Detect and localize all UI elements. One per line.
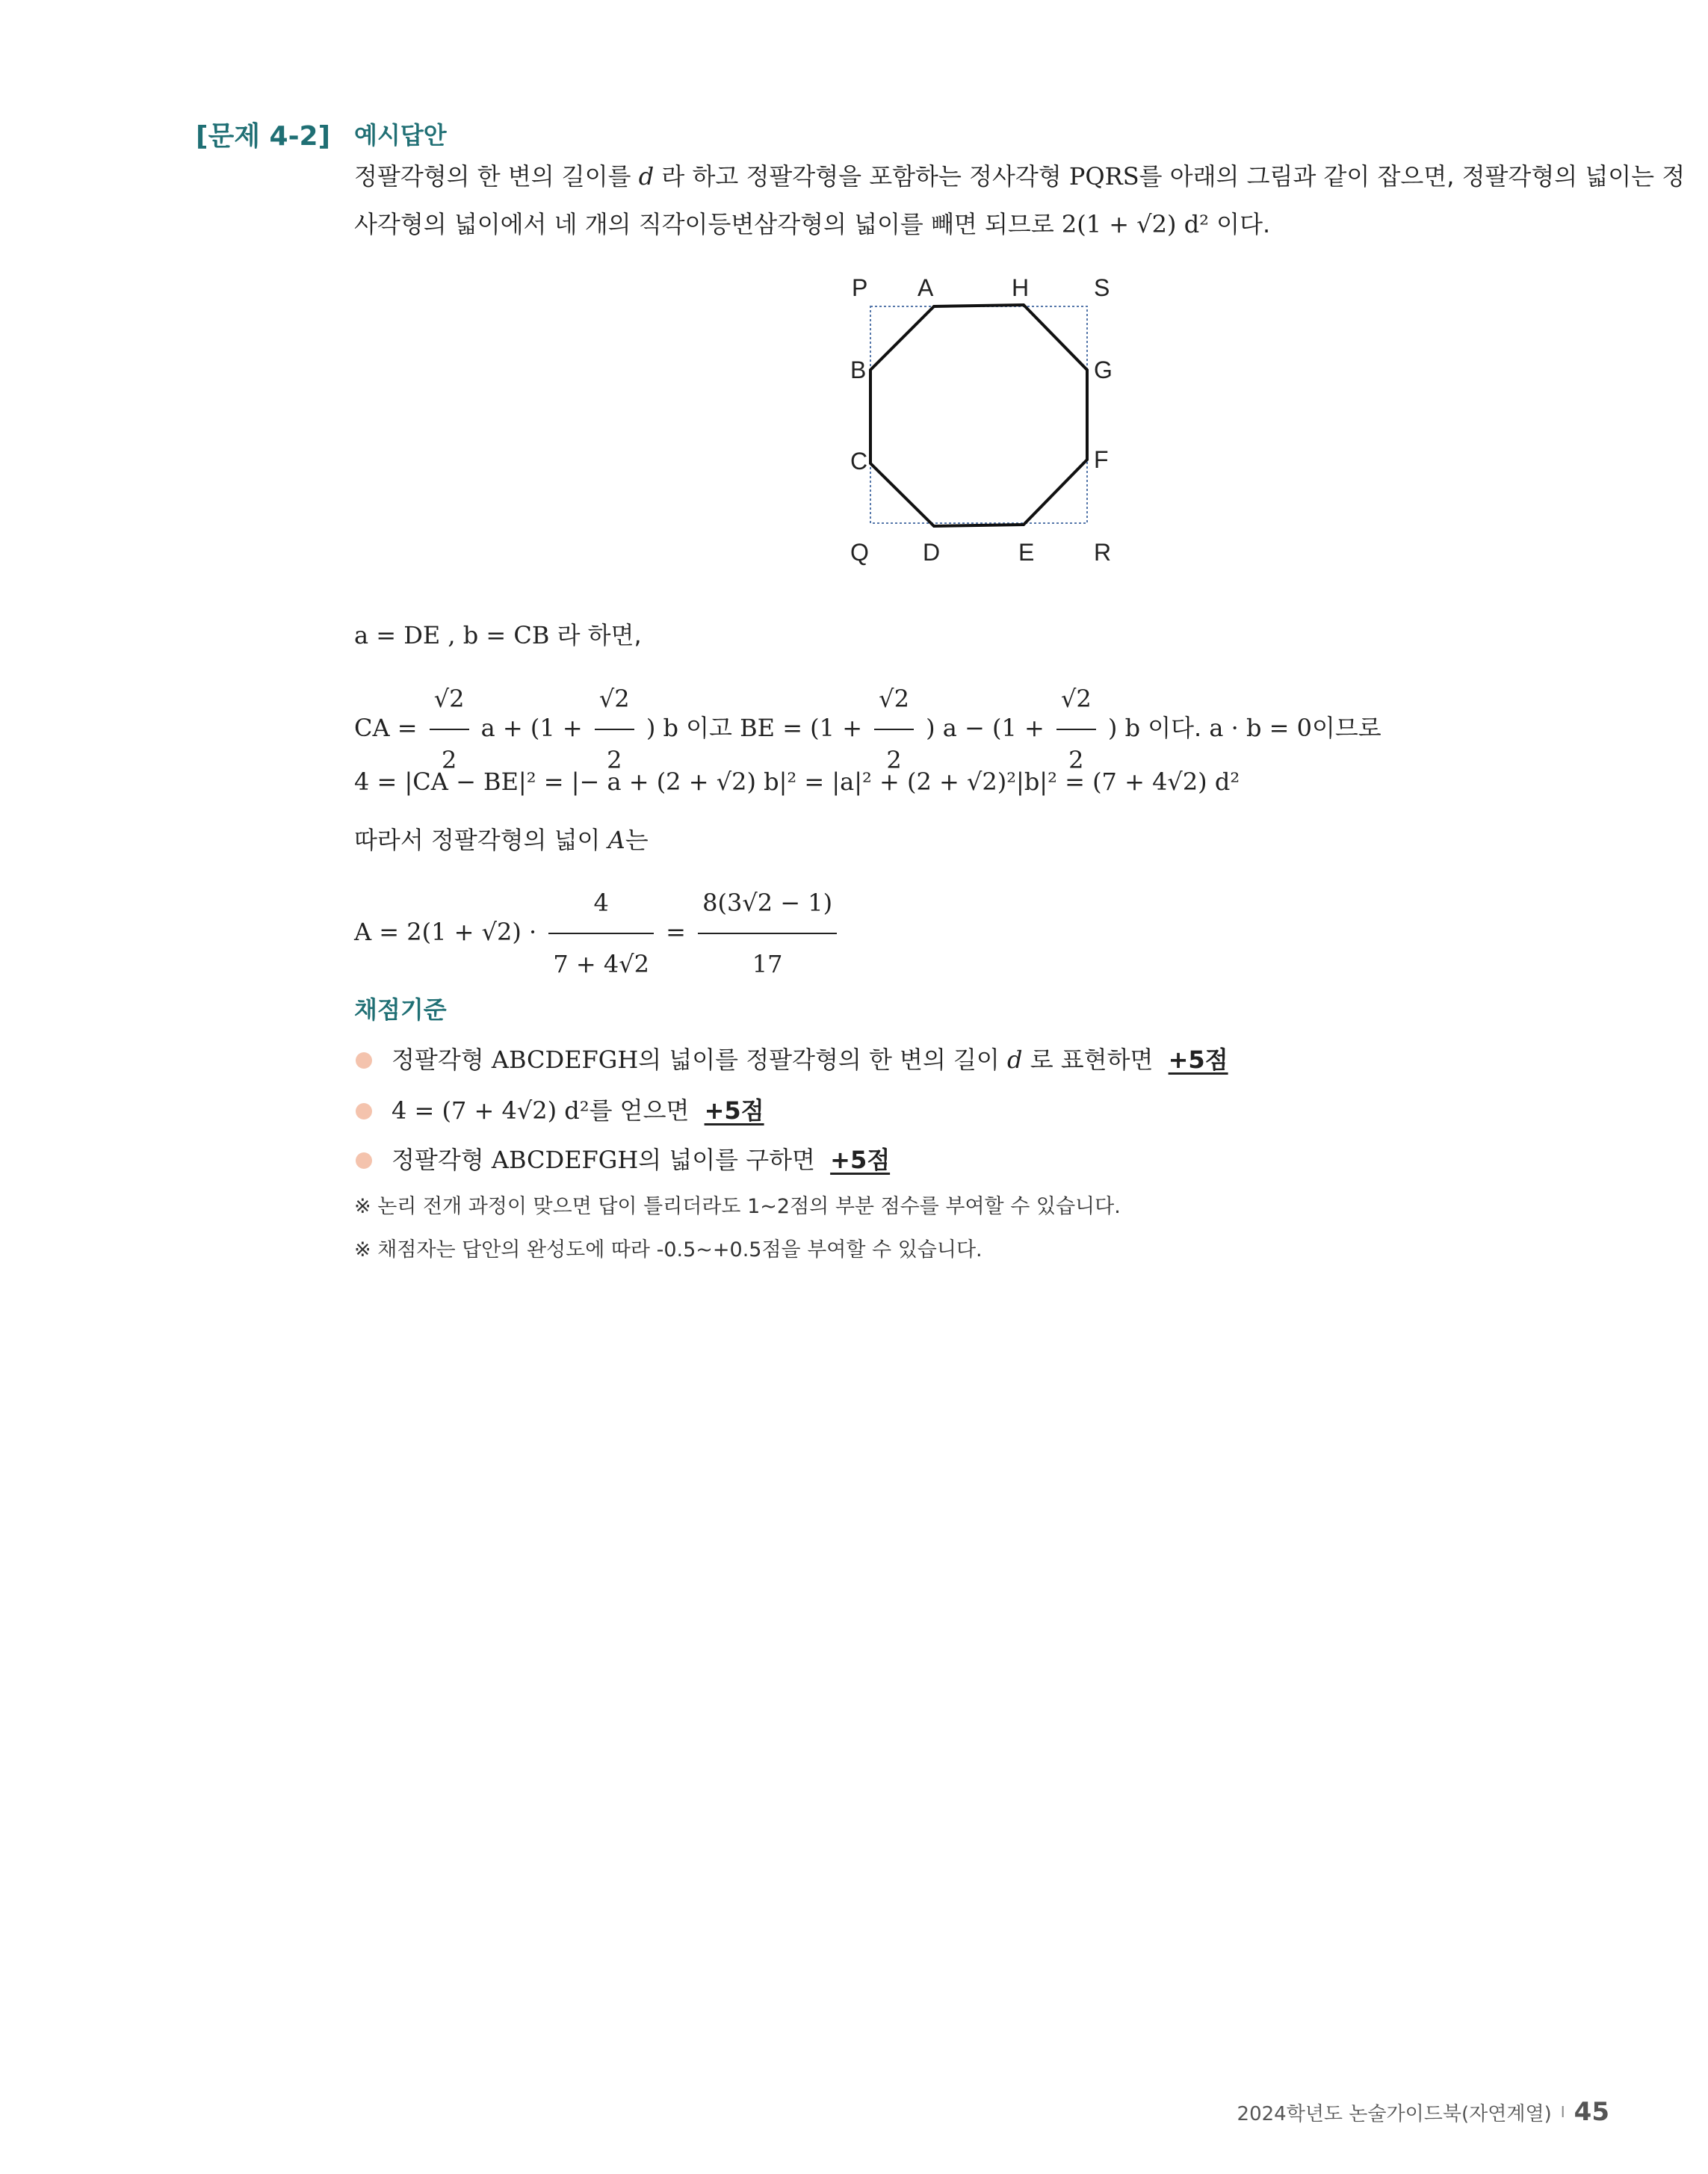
- solution-line-2: CA = $\frac{√2}{2}$ a + (1 + $\frac{√2}{2}$ ) b 이고 BE = (1 + $\frac{√2}{2}$ ) a − (1 + $\frac{√2}{2}$ ) b 이다. a · b = 0이므로: [354, 669, 1381, 790]
- note-2: ※ 채점자는 답안의 완성도에 따라 -0.5~+0.5점을 부여할 수 있습니다.: [354, 1238, 983, 1262]
- label-a: A: [918, 274, 934, 301]
- label-b: B: [850, 356, 867, 383]
- label-e: E: [1018, 539, 1035, 566]
- bullet-icon: [356, 1103, 372, 1120]
- solution-line-1: a = DE , b = CB 라 하면,: [354, 621, 642, 649]
- intro-line-2: 사각형의 넓이에서 네 개의 직각이등변삼각형의 넓이를 빼면 되므로 2(1 + √2) d² 이다.: [354, 210, 1271, 238]
- score-badge: +5점: [704, 1096, 764, 1125]
- criteria-item-3: 정팔각형 ABCDEFGH의 넓이를 구하면 +5점: [392, 1146, 891, 1174]
- solution-line-3: 4 = |CA − BE|² = |− a + (2 + √2) b|² = |a|² + (2 + √2)²|b|² = (7 + 4√2) d²: [354, 768, 1240, 796]
- page-footer: [1237, 2097, 1609, 2127]
- criteria-item-1: 정팔각형 ABCDEFGH의 넓이를 정팔각형의 한 변의 길이 d 로 표현하면 +5점: [392, 1046, 1228, 1074]
- fraction-area-2: $\frac{8(3√2 - 1)}{17}$: [698, 873, 837, 994]
- intro-line-1: 정팔각형의 한 변의 길이를 d 라 하고 정팔각형을 포함하는 정사각형 PQRS를 아래의 그림과 같이 잡으면, 정팔각형의 넓이는 정: [354, 162, 1686, 191]
- octagon-shape: [870, 305, 1087, 526]
- bullet-icon: [356, 1152, 372, 1169]
- footer-text: 2024학년도 논술가이드북(자연계열): [1237, 2102, 1552, 2125]
- fraction-sqrt2-over-2: $\frac{√2}{2}$: [1056, 669, 1096, 790]
- footer-separator: I: [1560, 2103, 1565, 2121]
- fraction-sqrt2-over-2: $\frac{√2}{2}$: [595, 669, 634, 790]
- label-g: G: [1094, 356, 1113, 383]
- bullet-icon: [356, 1052, 372, 1069]
- problem-label: [문제 4-2]: [196, 121, 331, 152]
- label-p: P: [852, 274, 868, 301]
- fraction-sqrt2-over-2: $\frac{√2}{2}$: [874, 669, 914, 790]
- section-title: 예시답안: [354, 121, 447, 149]
- octagon-figure: [829, 269, 1158, 583]
- fraction-area-1: $\frac{4}{7 + 4√2}$: [548, 873, 654, 994]
- label-c: C: [850, 448, 868, 475]
- label-h: H: [1012, 274, 1030, 301]
- label-q: Q: [850, 539, 869, 566]
- label-f: F: [1094, 446, 1109, 473]
- criteria-title: 채점기준: [354, 995, 447, 1024]
- score-badge: +5점: [830, 1146, 891, 1174]
- label-s: S: [1094, 274, 1110, 301]
- note-1: ※ 논리 전개 과정이 맞으면 답이 틀리더라도 1~2점의 부분 점수를 부여할 수 있습니다.: [354, 1195, 1121, 1218]
- score-badge: +5점: [1168, 1046, 1228, 1074]
- fraction-sqrt2-over-2: $\frac{√2}{2}$: [430, 669, 469, 790]
- label-r: R: [1094, 539, 1112, 566]
- solution-line-4: 따라서 정팔각형의 넓이 A는: [354, 826, 649, 854]
- solution-line-5: A = 2(1 + √2) · $\frac{4}{7 + 4√2}$ = $\frac{8(3√2 - 1)}{17}$: [354, 873, 841, 994]
- page-number: 45: [1574, 2097, 1609, 2127]
- criteria-item-2: 4 = (7 + 4√2) d²를 얻으면 +5점: [392, 1096, 764, 1125]
- label-d: D: [923, 539, 941, 566]
